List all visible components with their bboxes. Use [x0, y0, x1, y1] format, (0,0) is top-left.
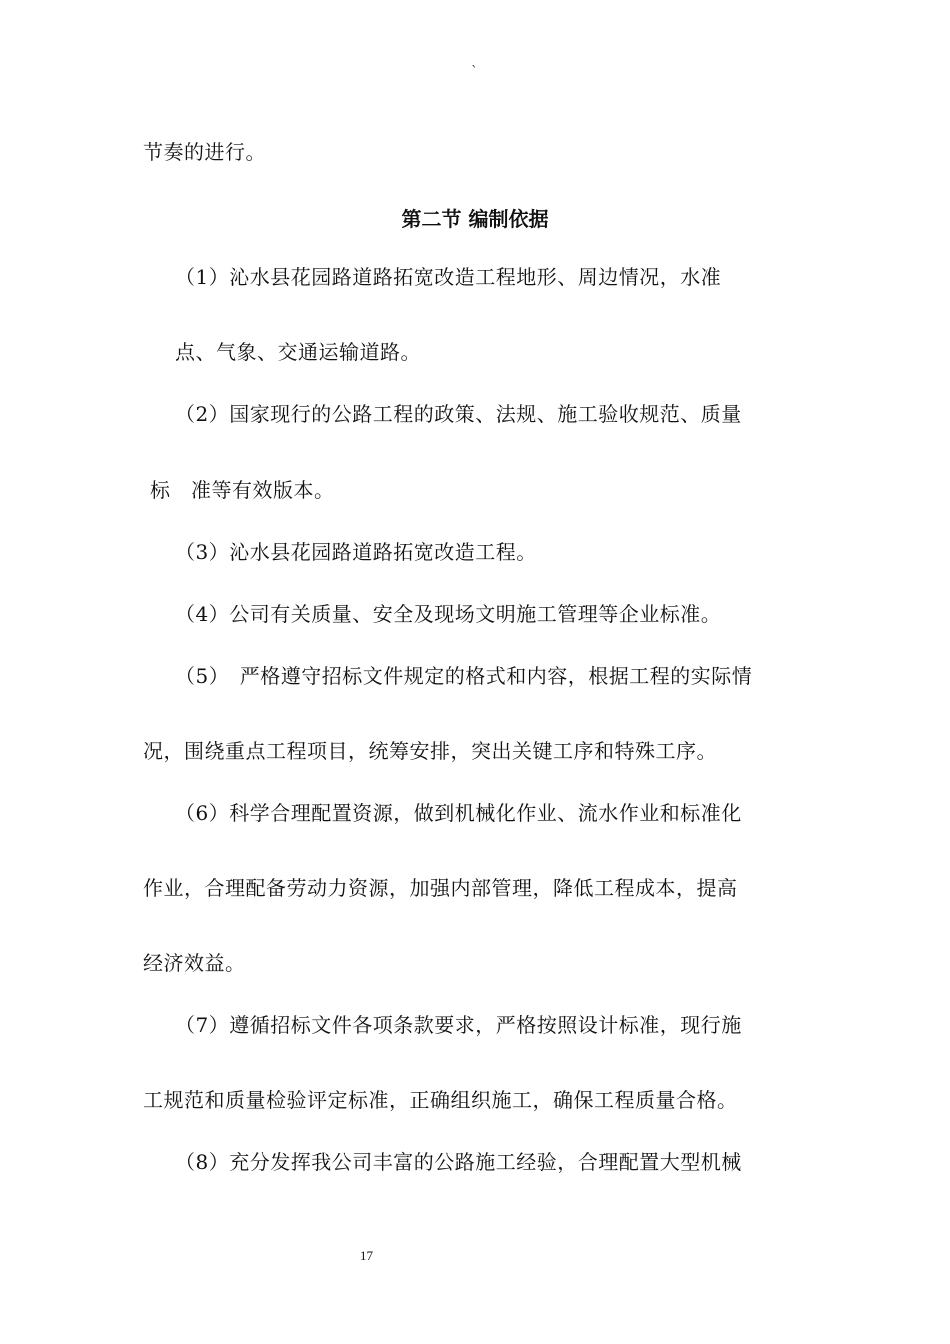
paragraph-line: （2）国家现行的公路工程的政策、法规、施工验收规范、质量 — [175, 402, 742, 426]
paragraph-line: 标 准等有效版本。 — [150, 478, 335, 502]
paragraph-line: （5） 严格遵守招标文件规定的格式和内容，根据工程的实际情 — [175, 664, 753, 688]
paragraph-line: （8）充分发挥我公司丰富的公路施工经验，合理配置大型机械 — [175, 1150, 742, 1174]
paragraph-line: （6）科学合理配置资源，做到机械化作业、流水作业和标准化 — [175, 801, 742, 825]
paragraph-line: （3）沁水县花园路道路拓宽改造工程。 — [175, 540, 537, 564]
paragraph-line: 节奏的进行。 — [143, 140, 266, 164]
paragraph-line: 作业，合理配备劳动力资源，加强内部管理，降低工程成本，提高 — [143, 876, 738, 900]
page-number: 17 — [360, 1248, 373, 1263]
paragraph-line: （4）公司有关质量、安全及现场文明施工管理等企业标准。 — [175, 602, 722, 626]
paragraph-line: 经济效益。 — [143, 951, 246, 975]
paragraph-line: 点、气象、交通运输道路。 — [175, 340, 421, 364]
header-mark: ` — [471, 64, 478, 80]
paragraph-line: （1）沁水县花园路道路拓宽改造工程地形、周边情况，水准 — [175, 265, 722, 289]
paragraph-line: （7）遵循招标文件各项条款要求，严格按照设计标准，现行施 — [175, 1013, 742, 1037]
paragraph-line: 况，围绕重点工程项目，统筹安排，突出关键工序和特殊工序。 — [143, 739, 717, 763]
section-heading: 第二节 编制依据 — [401, 207, 549, 231]
paragraph-line: 工规范和质量检验评定标准，正确组织施工，确保工程质量合格。 — [143, 1088, 738, 1112]
